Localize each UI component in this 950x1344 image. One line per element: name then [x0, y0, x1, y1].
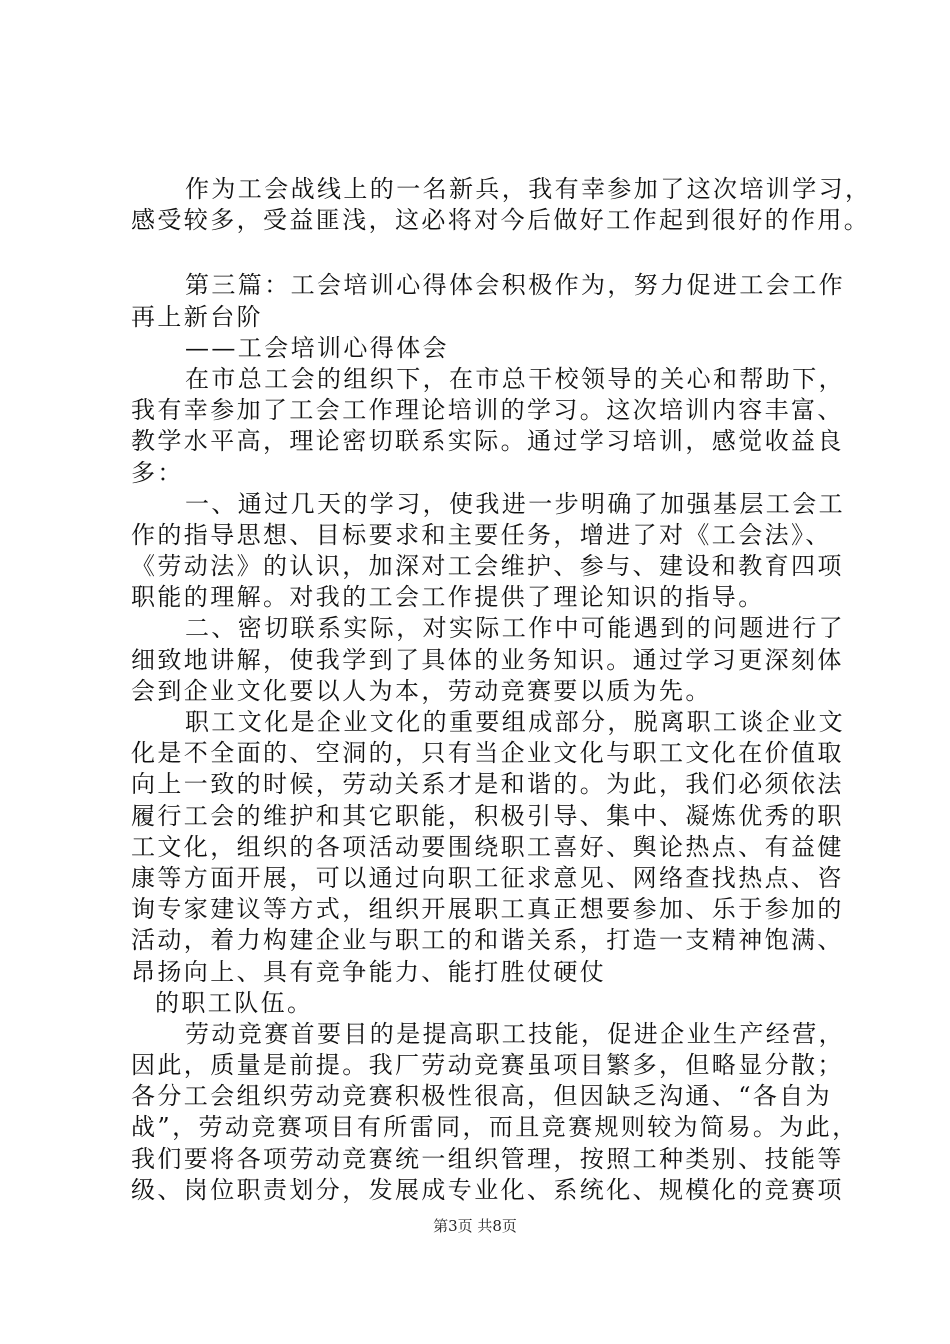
- section-title-line: 第三篇：工会培训心得体会积极作为，努力促进工会工作: [185, 271, 845, 300]
- paragraph-line: 感受较多，受益匪浅，这必将对今后做好工作起到很好的作用。: [131, 206, 871, 235]
- paragraph-line: 的职工队伍。: [155, 988, 314, 1017]
- paragraph-line: 二、密切联系实际，对实际工作中可能遇到的问题进行了: [185, 614, 845, 643]
- paragraph-line: 劳动竞赛首要目的是提高职工技能，促进企业生产经营，: [185, 1019, 845, 1048]
- paragraph-line: 询专家建议等方式，组织开展职工真正想要参加、乐于参加的: [131, 895, 844, 924]
- paragraph-line: 作为工会战线上的一名新兵，我有幸参加了这次培训学习，: [185, 175, 872, 203]
- paragraph-line: 作的指导思想、目标要求和主要任务，增进了对《工会法》、: [131, 520, 832, 549]
- paragraph-line: 昂扬向上、具有竞争能力、能打胜仗硬仗: [131, 957, 607, 986]
- paragraph-line: 康等方面开展，可以通过向职工征求意见、网络查找热点、咨: [131, 863, 844, 892]
- paragraph-line: 细致地讲解，使我学到了具体的业务知识。通过学习更深刻体: [131, 645, 844, 674]
- paragraph-line: 我们要将各项劳动竞赛统一组织管理，按照工种类别、技能等: [131, 1144, 844, 1173]
- paragraph-line: 职工文化是企业文化的重要组成部分，脱离职工谈企业文: [185, 708, 845, 736]
- page-number-footer: 第3页 共8页: [433, 1217, 517, 1235]
- paragraph-line: 一、通过几天的学习，使我进一步明确了加强基层工会工: [185, 489, 845, 518]
- paragraph-line: 工文化，组织的各项活动要围绕职工喜好、舆论热点、有益健: [131, 832, 844, 861]
- paragraph-line: 化是不全面的、空洞的，只有当企业文化与职工文化在价值取: [131, 739, 844, 768]
- section-subtitle: ——工会培训心得体会: [185, 333, 449, 362]
- paragraph-line: 我有幸参加了工会工作理论培训的学习。这次培训内容丰富、: [131, 396, 844, 425]
- paragraph-line: 级、岗位职责划分，发展成专业化、系统化、规模化的竞赛项: [131, 1175, 844, 1204]
- document-body: [131, 174, 872, 1206]
- paragraph-line: 各分工会组织劳动竞赛积极性很高，但因缺乏沟通、“各自为: [131, 1082, 833, 1111]
- paragraph-line: 《劳动法》的认识，加深对工会维护、参与、建设和教育四项: [131, 552, 844, 581]
- paragraph-line: 会到企业文化要以人为本，劳动竞赛要以质为先。: [131, 676, 712, 705]
- paragraph-gap: [131, 236, 851, 270]
- paragraph-line: 职能的理解。对我的工会工作提供了理论知识的指导。: [131, 583, 765, 612]
- paragraph-line: 战”，劳动竞赛项目有所雷同，而且竞赛规则较为简易。为此，: [131, 1113, 859, 1142]
- paragraph-line: 教学水平高，理论密切联系实际。通过学习培训，感觉收益良: [131, 427, 844, 456]
- paragraph-line: 履行工会的维护和其它职能，积极引导、集中、凝炼优秀的职: [131, 801, 844, 830]
- paragraph-line: 因此，质量是前提。我厂劳动竞赛虽项目繁多，但略显分散；: [131, 1051, 844, 1080]
- paragraph-line: 向上一致的时候，劳动关系才是和谐的。为此，我们必须依法: [131, 770, 844, 799]
- paragraph-line: 多：: [131, 458, 184, 487]
- section-title-line: 再上新台阶: [131, 302, 263, 331]
- paragraph-line: 活动，着力构建企业与职工的和谐关系，打造一支精神饱满、: [131, 926, 844, 955]
- paragraph-line: 在市总工会的组织下，在市总干校领导的关心和帮助下，: [185, 364, 845, 393]
